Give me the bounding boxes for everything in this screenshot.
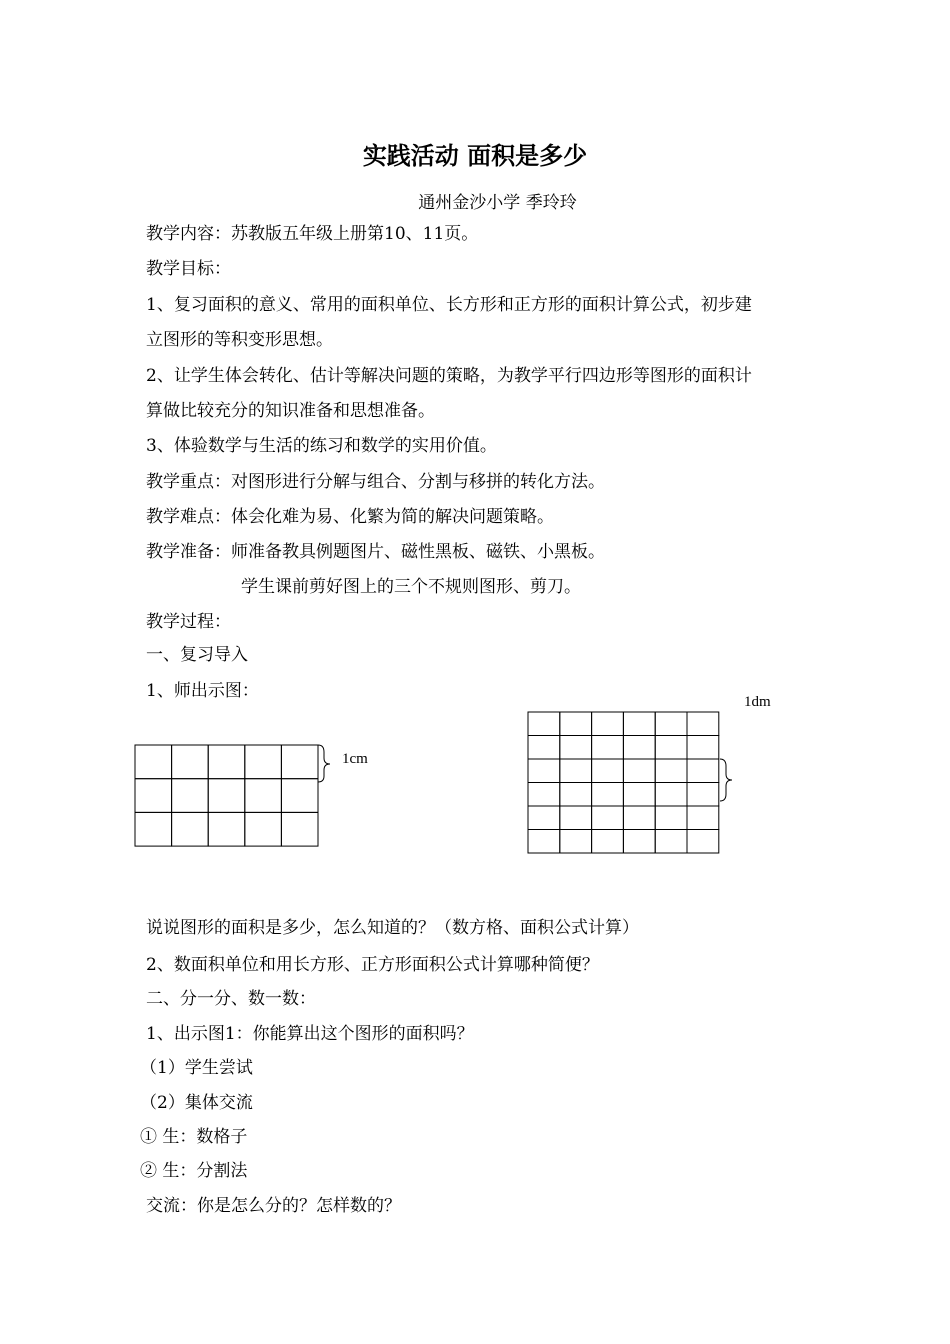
exchange-question: 交流：你是怎么分的？怎样数的？	[146, 1196, 401, 1216]
author-line: 通州金沙小学 季玲玲	[418, 193, 577, 213]
grid-cell	[592, 736, 624, 760]
grid-cell	[623, 736, 655, 760]
grid-cell	[592, 783, 624, 807]
page-title: 实践活动 面积是多少	[362, 141, 588, 170]
grid-cell	[560, 759, 592, 783]
section-1-heading: 一、复习导入	[146, 645, 248, 665]
grid-cell	[687, 783, 719, 807]
grid-cell	[281, 745, 318, 779]
teaching-content: 教学内容：苏教版五年级上册第10、11页。	[146, 224, 479, 244]
step-2-compare: 2、数面积单位和用长方形、正方形面积公式计算哪种简便？	[146, 955, 599, 975]
step-1-figure1: 1、出示图1：你能算出这个图形的面积吗？	[146, 1024, 474, 1044]
grid-cell	[592, 712, 624, 736]
grid-cell	[172, 812, 209, 846]
grid-cell	[623, 759, 655, 783]
grid-cell	[135, 745, 172, 779]
process-heading: 教学过程：	[146, 612, 231, 632]
objective-2b: 算做比较充分的知识准备和思想准备。	[146, 401, 435, 421]
left-grid-cm	[135, 745, 318, 846]
grid-cell	[687, 806, 719, 830]
grid-cell	[208, 745, 245, 779]
grid-cell	[623, 783, 655, 807]
grid-cell	[281, 779, 318, 813]
grid-cell	[560, 783, 592, 807]
dm-unit-label: 1dm	[744, 694, 771, 710]
left-grid-brace	[318, 745, 330, 782]
objective-1b: 立图形的等积变形思想。	[146, 330, 333, 350]
right-grid-dm	[528, 712, 719, 853]
grid-cell	[560, 806, 592, 830]
grid-cell	[687, 712, 719, 736]
section-2-heading: 二、分一分、数一数：	[146, 989, 316, 1009]
grid-cell	[281, 812, 318, 846]
objective-1a: 1、复习面积的意义、常用的面积单位、长方形和正方形的面积计算公式，初步建	[146, 295, 752, 315]
grid-cell	[592, 806, 624, 830]
student-divide: ② 生：分割法	[140, 1161, 248, 1181]
grid-cell	[245, 812, 282, 846]
grid-cell	[592, 830, 624, 854]
grid-cell	[245, 745, 282, 779]
grid-cell	[528, 759, 560, 783]
right-grid-brace	[720, 759, 732, 801]
substep-discuss: （2）集体交流	[140, 1093, 253, 1113]
cm-unit-label: 1cm	[342, 751, 368, 767]
student-count: ① 生：数格子	[140, 1127, 248, 1147]
preparation-teacher: 教学准备：师准备教具例题图片、磁性黑板、磁铁、小黑板。	[146, 542, 605, 562]
grid-cell	[655, 806, 687, 830]
grid-cell	[592, 759, 624, 783]
grid-cell	[135, 812, 172, 846]
grid-cell	[655, 712, 687, 736]
objective-2a: 2、让学生体会转化、估计等解决问题的策略，为教学平行四边形等图形的面积计	[146, 366, 752, 386]
grid-cell	[655, 830, 687, 854]
grid-cell	[655, 783, 687, 807]
grid-cell	[623, 712, 655, 736]
grid-cell	[687, 736, 719, 760]
grid-cell	[623, 830, 655, 854]
grid-cell	[135, 779, 172, 813]
objectives-heading: 教学目标：	[146, 259, 231, 279]
grid-cell	[208, 779, 245, 813]
discussion-question: 说说图形的面积是多少，怎么知道的？（数方格、面积公式计算）	[146, 918, 639, 938]
grid-cell	[528, 806, 560, 830]
grid-cell	[172, 745, 209, 779]
grid-cell	[655, 736, 687, 760]
grid-cell	[655, 759, 687, 783]
grid-cell	[245, 779, 282, 813]
grid-cell	[560, 830, 592, 854]
grid-cell	[528, 783, 560, 807]
grid-cell	[687, 830, 719, 854]
grid-cell	[528, 736, 560, 760]
preparation-student: 学生课前剪好图上的三个不规则图形、剪刀。	[241, 577, 581, 597]
key-point: 教学重点：对图形进行分解与组合、分割与移拼的转化方法。	[146, 472, 605, 492]
grid-cell	[528, 712, 560, 736]
grid-cell	[172, 779, 209, 813]
substep-try: （1）学生尝试	[140, 1058, 253, 1078]
step-1-show-figure: 1、师出示图：	[146, 681, 259, 701]
grid-cell	[208, 812, 245, 846]
grid-cell	[560, 736, 592, 760]
objective-3: 3、体验数学与生活的练习和数学的实用价值。	[146, 436, 497, 456]
grid-cell	[623, 806, 655, 830]
grid-cell	[560, 712, 592, 736]
grid-cell	[687, 759, 719, 783]
difficult-point: 教学难点：体会化难为易、化繁为简的解决问题策略。	[146, 507, 554, 527]
grid-cell	[528, 830, 560, 854]
